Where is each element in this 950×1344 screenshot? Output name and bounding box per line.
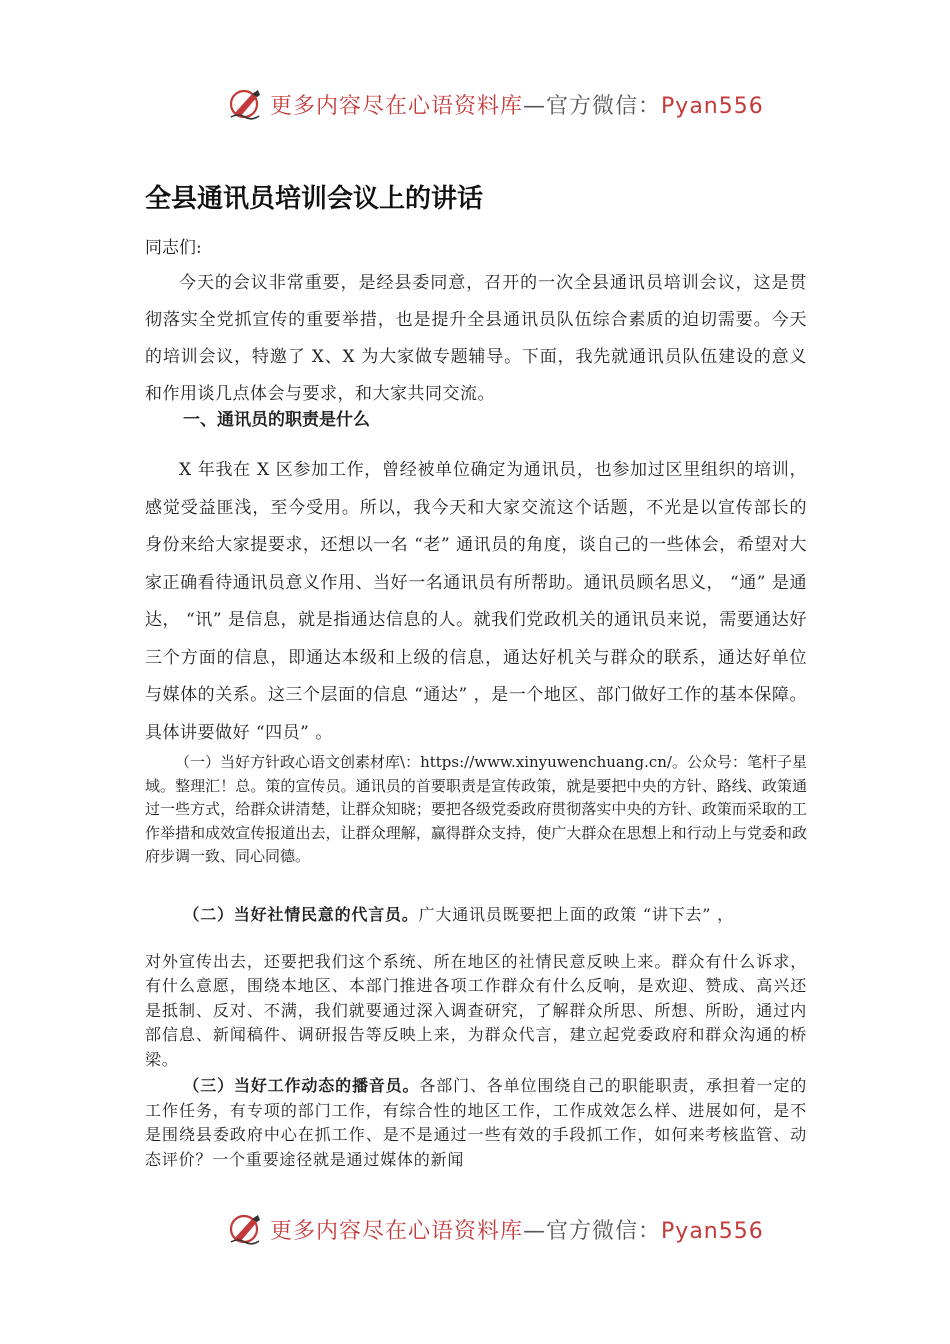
pen-logo-icon [228, 86, 264, 122]
banner-wechat-id: Pyan556 [661, 1218, 764, 1244]
paragraph-item-1: （一）当好方针政心语文创素材库\：https://www.xinyuwenchuang.cn/。公众号：笔杆子星域。整理汇！总。策的宣传员。通讯员的首要职责是宣传政策，就是要把中央的方针、路线、政策通过一些方式，给群众讲清楚，让群众知晓；要把各级党委政府贯彻落实中央的方针、政策而采取的工作举措和成效宣传报道出去，让群众理解，赢得群众支持，使广大群众在思想上和行动上与党委和政府步调一致、同心同德。 [145, 753, 807, 865]
item-2-first-line: 广大通讯员既要把上面的政策 “讲下去” ， [418, 905, 734, 924]
banner-wechat-label: 官方微信： [546, 1218, 662, 1244]
banner-separator: — [523, 93, 547, 119]
paragraph-item-2 [145, 903, 807, 1072]
banner-wechat-id: Pyan556 [661, 93, 764, 119]
banner-text [270, 1214, 764, 1245]
paragraph-duties: X 年我在 X 区参加工作，曾经被单位确定为通讯员，也参加过区里组织的培训，感觉受益匪浅，至今受用。所以，我今天和大家交流这个话题，不光是以宣传部长的身份来给大家提要求，还想以一名 “老” 通讯员的角度，谈自己的一些体会，希望对大家正确看待通讯员意义作用、当好一名通讯员有所帮助。通讯员顾名思义， “通” 是通达， “讯” 是信息，就是指通达信息的人。就我们党政机关的通讯员来说，需要通达好三个方面的信息，即通达本级和上级的信息，通达好机关与群众的联系，通达好单位与媒体的关系。这三个层面的信息 “通达” ，是一个地区、部门做好工作的基本保障。具体讲要做好 “四员” 。 [145, 460, 807, 743]
paragraph-intro: 今天的会议非常重要，是经县委同意，召开的一次全县通讯员培训会议，这是贯彻落实全党抓宣传的重要举措，也是提升全县通讯员队伍综合素质的迫切需要。今天的培训会议，特邀了 X、X 为大家做专题辅导。下面，我先就通讯员队伍建设的意义和作用谈几点体会与要求，和大家共同交流。 [145, 273, 807, 404]
greeting: 同志们: [145, 238, 202, 258]
paragraph-item-3 [145, 1074, 807, 1172]
banner-main-text: 更多内容尽在心语资料库 [270, 93, 524, 119]
section-heading-1: 一、通讯员的职责是什么 [183, 410, 370, 430]
header-banner [228, 84, 764, 124]
document-title: 全县通讯员培训会议上的讲话 [145, 184, 484, 214]
banner-main-text: 更多内容尽在心语资料库 [270, 1218, 524, 1244]
footer-banner [228, 1209, 764, 1249]
banner-separator: — [523, 1218, 547, 1244]
banner-text [270, 89, 764, 120]
pen-logo-icon [228, 1211, 264, 1247]
item-2-body: 对外宣传出去，还要把我们这个系统、所在地区的社情民意反映上来。群众有什么诉求，有什么意愿，围绕本地区、本部门推进各项工作群众有什么反响，是欢迎、赞成、高兴还是抵制、反对、不满，我们就要通过深入调查研究，了解群众所思、所想、所盼，通过内部信息、新闻稿件、调研报告等反映上来，为群众代言，建立起党委政府和群众沟通的桥梁。 [145, 951, 807, 1069]
item-2-lead: （二）当好社情民意的代言员。 [183, 905, 419, 924]
banner-wechat-label: 官方微信： [546, 93, 662, 119]
item-3-body: 各部门、各单位围绕自己的职能职责，承担着一定的工作任务，有专项的部门工作，有综合性的地区工作，工作成效怎么样、进展如何，是不是围绕县委政府中心在抓工作、是不是通过一些有效的手段抓工作，如何来考核监管、动态评价？一个重要途径就是通过媒体的新闻 [145, 1076, 807, 1169]
item-3-lead: （三）当好工作动态的播音员。 [183, 1076, 420, 1095]
